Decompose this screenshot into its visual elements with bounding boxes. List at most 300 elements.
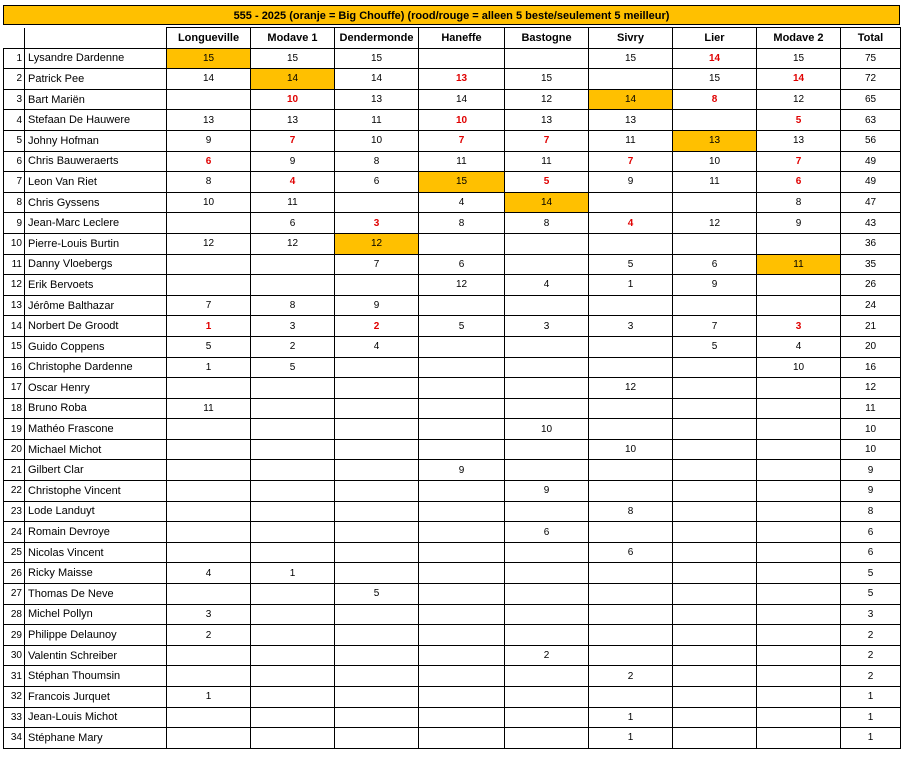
score-cell[interactable]: [335, 666, 419, 687]
score-cell[interactable]: 14: [505, 192, 589, 213]
score-cell[interactable]: [505, 295, 589, 316]
score-cell[interactable]: [589, 522, 673, 543]
score-cell[interactable]: [335, 625, 419, 646]
player-name-cell[interactable]: Leon Van Riet: [25, 172, 167, 193]
total-cell[interactable]: 21: [841, 316, 901, 337]
score-cell[interactable]: 7: [419, 130, 505, 151]
total-cell[interactable]: 11: [841, 398, 901, 419]
score-cell[interactable]: 2: [167, 625, 251, 646]
player-name-cell[interactable]: Michael Michot: [25, 439, 167, 460]
score-cell[interactable]: 13: [757, 130, 841, 151]
score-cell[interactable]: 1: [167, 316, 251, 337]
score-cell[interactable]: [419, 707, 505, 728]
total-cell[interactable]: 1: [841, 728, 901, 749]
score-cell[interactable]: [505, 460, 589, 481]
score-cell[interactable]: 4: [589, 213, 673, 234]
score-cell[interactable]: 3: [505, 316, 589, 337]
score-cell[interactable]: 7: [757, 151, 841, 172]
score-cell[interactable]: [419, 728, 505, 749]
rank-cell[interactable]: 13: [4, 295, 25, 316]
total-cell[interactable]: 2: [841, 645, 901, 666]
score-cell[interactable]: [673, 460, 757, 481]
score-cell[interactable]: [757, 666, 841, 687]
score-cell[interactable]: [673, 584, 757, 605]
rank-cell[interactable]: 32: [4, 687, 25, 708]
player-name-cell[interactable]: Christophe Dardenne: [25, 357, 167, 378]
score-cell[interactable]: [673, 295, 757, 316]
rank-cell[interactable]: 27: [4, 584, 25, 605]
score-cell[interactable]: [505, 687, 589, 708]
score-cell[interactable]: 12: [419, 275, 505, 296]
score-cell[interactable]: [335, 645, 419, 666]
score-cell[interactable]: [335, 378, 419, 399]
score-cell[interactable]: [589, 625, 673, 646]
column-header[interactable]: Sivry: [589, 28, 673, 49]
total-cell[interactable]: 20: [841, 336, 901, 357]
score-cell[interactable]: [251, 439, 335, 460]
score-cell[interactable]: 1: [589, 707, 673, 728]
player-name-cell[interactable]: Romain Devroye: [25, 522, 167, 543]
score-cell[interactable]: [673, 233, 757, 254]
score-cell[interactable]: [419, 48, 505, 69]
score-cell[interactable]: [673, 666, 757, 687]
score-cell[interactable]: 1: [251, 563, 335, 584]
column-header[interactable]: Bastogne: [505, 28, 589, 49]
score-cell[interactable]: [335, 192, 419, 213]
score-cell[interactable]: [505, 542, 589, 563]
score-cell[interactable]: [673, 419, 757, 440]
score-cell[interactable]: 8: [757, 192, 841, 213]
score-cell[interactable]: 13: [251, 110, 335, 131]
player-name-cell[interactable]: Francois Jurquet: [25, 687, 167, 708]
score-cell[interactable]: 12: [251, 233, 335, 254]
score-cell[interactable]: [335, 398, 419, 419]
score-cell[interactable]: 5: [673, 336, 757, 357]
score-cell[interactable]: 11: [505, 151, 589, 172]
score-cell[interactable]: [251, 378, 335, 399]
player-name-cell[interactable]: Jean-Marc Leclere: [25, 213, 167, 234]
score-cell[interactable]: 12: [757, 89, 841, 110]
player-name-cell[interactable]: Bruno Roba: [25, 398, 167, 419]
score-cell[interactable]: 12: [589, 378, 673, 399]
score-cell[interactable]: [757, 563, 841, 584]
score-cell[interactable]: [251, 419, 335, 440]
score-cell[interactable]: 5: [505, 172, 589, 193]
total-cell[interactable]: 49: [841, 151, 901, 172]
total-cell[interactable]: 8: [841, 501, 901, 522]
rank-cell[interactable]: 33: [4, 707, 25, 728]
score-cell[interactable]: [505, 584, 589, 605]
score-cell[interactable]: [673, 192, 757, 213]
score-cell[interactable]: [167, 378, 251, 399]
score-cell[interactable]: [757, 501, 841, 522]
score-cell[interactable]: [167, 584, 251, 605]
score-cell[interactable]: [335, 439, 419, 460]
total-cell[interactable]: 47: [841, 192, 901, 213]
score-cell[interactable]: [419, 584, 505, 605]
score-cell[interactable]: 9: [251, 151, 335, 172]
score-cell[interactable]: [757, 481, 841, 502]
player-name-cell[interactable]: Norbert De Groodt: [25, 316, 167, 337]
player-name-cell[interactable]: Jérôme Balthazar: [25, 295, 167, 316]
score-cell[interactable]: [757, 604, 841, 625]
score-cell[interactable]: [673, 481, 757, 502]
score-cell[interactable]: 2: [335, 316, 419, 337]
score-cell[interactable]: [589, 481, 673, 502]
score-cell[interactable]: [673, 501, 757, 522]
score-cell[interactable]: 9: [335, 295, 419, 316]
rank-cell[interactable]: 11: [4, 254, 25, 275]
score-cell[interactable]: [419, 336, 505, 357]
score-cell[interactable]: 10: [505, 419, 589, 440]
score-cell[interactable]: [167, 89, 251, 110]
total-cell[interactable]: 10: [841, 439, 901, 460]
column-header[interactable]: Lier: [673, 28, 757, 49]
player-name-cell[interactable]: Oscar Henry: [25, 378, 167, 399]
score-cell[interactable]: 6: [505, 522, 589, 543]
score-cell[interactable]: [167, 254, 251, 275]
total-cell[interactable]: 43: [841, 213, 901, 234]
score-cell[interactable]: 15: [505, 69, 589, 90]
rank-cell[interactable]: 8: [4, 192, 25, 213]
score-cell[interactable]: [335, 275, 419, 296]
score-cell[interactable]: [419, 522, 505, 543]
score-cell[interactable]: 4: [419, 192, 505, 213]
player-name-cell[interactable]: Thomas De Neve: [25, 584, 167, 605]
score-cell[interactable]: 10: [757, 357, 841, 378]
player-name-cell[interactable]: Jean-Louis Michot: [25, 707, 167, 728]
score-cell[interactable]: 6: [589, 542, 673, 563]
rank-cell[interactable]: 3: [4, 89, 25, 110]
player-name-cell[interactable]: Christophe Vincent: [25, 481, 167, 502]
score-cell[interactable]: [673, 522, 757, 543]
score-cell[interactable]: 8: [673, 89, 757, 110]
score-cell[interactable]: [251, 481, 335, 502]
score-cell[interactable]: [757, 707, 841, 728]
column-header[interactable]: Modave 2: [757, 28, 841, 49]
score-cell[interactable]: 13: [167, 110, 251, 131]
rank-cell[interactable]: 28: [4, 604, 25, 625]
score-cell[interactable]: [251, 254, 335, 275]
score-cell[interactable]: 5: [419, 316, 505, 337]
score-cell[interactable]: [757, 295, 841, 316]
score-cell[interactable]: 7: [167, 295, 251, 316]
player-name-cell[interactable]: Lode Landuyt: [25, 501, 167, 522]
rank-cell[interactable]: 1: [4, 48, 25, 69]
score-cell[interactable]: [757, 419, 841, 440]
score-cell[interactable]: [335, 460, 419, 481]
score-cell[interactable]: 15: [419, 172, 505, 193]
score-cell[interactable]: 11: [251, 192, 335, 213]
total-cell[interactable]: 6: [841, 522, 901, 543]
score-cell[interactable]: [673, 625, 757, 646]
rank-cell[interactable]: 25: [4, 542, 25, 563]
score-cell[interactable]: 4: [505, 275, 589, 296]
score-cell[interactable]: [673, 439, 757, 460]
score-cell[interactable]: [505, 666, 589, 687]
score-cell[interactable]: [167, 501, 251, 522]
score-cell[interactable]: [419, 604, 505, 625]
player-name-cell[interactable]: Pierre-Louis Burtin: [25, 233, 167, 254]
score-cell[interactable]: [251, 645, 335, 666]
score-cell[interactable]: 6: [673, 254, 757, 275]
total-cell[interactable]: 35: [841, 254, 901, 275]
score-cell[interactable]: [589, 645, 673, 666]
total-cell[interactable]: 3: [841, 604, 901, 625]
score-cell[interactable]: [673, 728, 757, 749]
total-cell[interactable]: 26: [841, 275, 901, 296]
score-cell[interactable]: [673, 707, 757, 728]
score-cell[interactable]: 7: [505, 130, 589, 151]
score-cell[interactable]: [589, 295, 673, 316]
total-cell[interactable]: 12: [841, 378, 901, 399]
column-header[interactable]: Haneffe: [419, 28, 505, 49]
sheet-title[interactable]: 555 - 2025 (oranje = Big Chouffe) (rood/rouge = alleen 5 beste/seulement 5 meilleur): [3, 5, 900, 25]
rank-cell[interactable]: 20: [4, 439, 25, 460]
rank-cell[interactable]: 30: [4, 645, 25, 666]
score-cell[interactable]: [167, 439, 251, 460]
score-cell[interactable]: [251, 460, 335, 481]
score-cell[interactable]: 4: [757, 336, 841, 357]
player-name-cell[interactable]: Philippe Delaunoy: [25, 625, 167, 646]
score-cell[interactable]: [589, 419, 673, 440]
total-cell[interactable]: 16: [841, 357, 901, 378]
player-name-cell[interactable]: Chris Gyssens: [25, 192, 167, 213]
score-cell[interactable]: 6: [251, 213, 335, 234]
rank-cell[interactable]: 16: [4, 357, 25, 378]
rank-cell[interactable]: 21: [4, 460, 25, 481]
total-cell[interactable]: 5: [841, 563, 901, 584]
score-cell[interactable]: 14: [589, 89, 673, 110]
rank-cell[interactable]: 6: [4, 151, 25, 172]
score-cell[interactable]: [505, 254, 589, 275]
rank-cell[interactable]: 29: [4, 625, 25, 646]
score-cell[interactable]: [757, 233, 841, 254]
score-cell[interactable]: 2: [589, 666, 673, 687]
score-cell[interactable]: [673, 542, 757, 563]
score-cell[interactable]: 11: [167, 398, 251, 419]
score-cell[interactable]: 9: [757, 213, 841, 234]
score-cell[interactable]: [673, 398, 757, 419]
score-cell[interactable]: [167, 522, 251, 543]
player-name-cell[interactable]: Valentin Schreiber: [25, 645, 167, 666]
score-cell[interactable]: [757, 625, 841, 646]
score-cell[interactable]: [167, 728, 251, 749]
score-cell[interactable]: [167, 275, 251, 296]
score-cell[interactable]: [251, 687, 335, 708]
player-name-cell[interactable]: Michel Pollyn: [25, 604, 167, 625]
score-cell[interactable]: 13: [673, 130, 757, 151]
player-name-cell[interactable]: Chris Bauweraerts: [25, 151, 167, 172]
score-cell[interactable]: 2: [505, 645, 589, 666]
score-cell[interactable]: [589, 584, 673, 605]
total-cell[interactable]: 6: [841, 542, 901, 563]
score-cell[interactable]: [505, 707, 589, 728]
score-cell[interactable]: [419, 563, 505, 584]
score-cell[interactable]: [419, 501, 505, 522]
score-cell[interactable]: 10: [673, 151, 757, 172]
score-cell[interactable]: [589, 563, 673, 584]
score-cell[interactable]: 5: [335, 584, 419, 605]
score-cell[interactable]: [673, 378, 757, 399]
score-cell[interactable]: [335, 728, 419, 749]
score-cell[interactable]: 7: [251, 130, 335, 151]
score-cell[interactable]: [505, 357, 589, 378]
total-cell[interactable]: 65: [841, 89, 901, 110]
score-cell[interactable]: [167, 419, 251, 440]
total-cell[interactable]: 75: [841, 48, 901, 69]
score-cell[interactable]: 1: [589, 275, 673, 296]
rank-cell[interactable]: 2: [4, 69, 25, 90]
rank-cell[interactable]: 24: [4, 522, 25, 543]
total-cell[interactable]: 9: [841, 460, 901, 481]
score-cell[interactable]: 1: [167, 357, 251, 378]
score-cell[interactable]: 7: [673, 316, 757, 337]
total-cell[interactable]: 1: [841, 687, 901, 708]
score-cell[interactable]: 3: [335, 213, 419, 234]
score-cell[interactable]: 7: [589, 151, 673, 172]
total-cell[interactable]: 10: [841, 419, 901, 440]
score-cell[interactable]: 1: [167, 687, 251, 708]
score-cell[interactable]: [673, 604, 757, 625]
score-cell[interactable]: [505, 501, 589, 522]
score-cell[interactable]: 15: [589, 48, 673, 69]
player-name-cell[interactable]: Nicolas Vincent: [25, 542, 167, 563]
score-cell[interactable]: 4: [251, 172, 335, 193]
total-cell[interactable]: 5: [841, 584, 901, 605]
score-cell[interactable]: [251, 707, 335, 728]
score-cell[interactable]: 7: [335, 254, 419, 275]
score-cell[interactable]: 6: [335, 172, 419, 193]
score-cell[interactable]: [757, 275, 841, 296]
score-cell[interactable]: 10: [419, 110, 505, 131]
score-cell[interactable]: 4: [167, 563, 251, 584]
score-cell[interactable]: [335, 707, 419, 728]
score-cell[interactable]: 14: [251, 69, 335, 90]
rank-cell[interactable]: 15: [4, 336, 25, 357]
score-cell[interactable]: 15: [335, 48, 419, 69]
score-cell[interactable]: 9: [589, 172, 673, 193]
score-cell[interactable]: 13: [335, 89, 419, 110]
score-cell[interactable]: 9: [419, 460, 505, 481]
score-cell[interactable]: 12: [673, 213, 757, 234]
score-cell[interactable]: [419, 233, 505, 254]
score-cell[interactable]: [757, 728, 841, 749]
player-name-cell[interactable]: Lysandre Dardenne: [25, 48, 167, 69]
total-cell[interactable]: 63: [841, 110, 901, 131]
score-cell[interactable]: [251, 604, 335, 625]
score-cell[interactable]: 5: [589, 254, 673, 275]
score-cell[interactable]: [335, 501, 419, 522]
rank-cell[interactable]: 5: [4, 130, 25, 151]
score-cell[interactable]: 5: [757, 110, 841, 131]
score-cell[interactable]: [335, 419, 419, 440]
score-cell[interactable]: [419, 481, 505, 502]
rank-cell[interactable]: 23: [4, 501, 25, 522]
score-cell[interactable]: [251, 728, 335, 749]
player-name-cell[interactable]: Patrick Pee: [25, 69, 167, 90]
score-cell[interactable]: [419, 625, 505, 646]
score-cell[interactable]: [335, 563, 419, 584]
score-cell[interactable]: [673, 110, 757, 131]
score-cell[interactable]: [589, 460, 673, 481]
score-cell[interactable]: 9: [167, 130, 251, 151]
score-cell[interactable]: 5: [167, 336, 251, 357]
score-cell[interactable]: [505, 604, 589, 625]
score-cell[interactable]: 14: [167, 69, 251, 90]
score-cell[interactable]: [167, 481, 251, 502]
score-cell[interactable]: [251, 666, 335, 687]
total-cell[interactable]: 36: [841, 233, 901, 254]
score-cell[interactable]: [505, 378, 589, 399]
score-cell[interactable]: [251, 625, 335, 646]
score-cell[interactable]: [335, 687, 419, 708]
total-cell[interactable]: 2: [841, 666, 901, 687]
rank-cell[interactable]: 19: [4, 419, 25, 440]
total-cell[interactable]: 1: [841, 707, 901, 728]
score-cell[interactable]: 14: [419, 89, 505, 110]
score-cell[interactable]: [589, 398, 673, 419]
score-cell[interactable]: [673, 645, 757, 666]
score-cell[interactable]: [589, 69, 673, 90]
rank-cell[interactable]: 9: [4, 213, 25, 234]
score-cell[interactable]: 13: [419, 69, 505, 90]
score-cell[interactable]: [757, 439, 841, 460]
score-cell[interactable]: [589, 357, 673, 378]
player-name-cell[interactable]: Stefaan De Hauwere: [25, 110, 167, 131]
column-header[interactable]: Longueville: [167, 28, 251, 49]
score-cell[interactable]: [419, 419, 505, 440]
score-cell[interactable]: 6: [419, 254, 505, 275]
score-cell[interactable]: [505, 625, 589, 646]
score-cell[interactable]: [167, 460, 251, 481]
column-header[interactable]: Dendermonde: [335, 28, 419, 49]
score-cell[interactable]: [335, 604, 419, 625]
score-cell[interactable]: [589, 604, 673, 625]
score-cell[interactable]: [589, 336, 673, 357]
score-cell[interactable]: [419, 439, 505, 460]
rank-cell[interactable]: 4: [4, 110, 25, 131]
total-cell[interactable]: 24: [841, 295, 901, 316]
score-cell[interactable]: 6: [167, 151, 251, 172]
score-cell[interactable]: 11: [757, 254, 841, 275]
score-cell[interactable]: [419, 295, 505, 316]
score-cell[interactable]: 12: [505, 89, 589, 110]
score-cell[interactable]: [757, 645, 841, 666]
player-name-cell[interactable]: Ricky Maisse: [25, 563, 167, 584]
score-cell[interactable]: [505, 439, 589, 460]
score-cell[interactable]: 10: [251, 89, 335, 110]
score-cell[interactable]: [167, 542, 251, 563]
score-cell[interactable]: 9: [505, 481, 589, 502]
score-cell[interactable]: 8: [505, 213, 589, 234]
player-name-cell[interactable]: Bart Mariën: [25, 89, 167, 110]
score-cell[interactable]: 3: [757, 316, 841, 337]
score-cell[interactable]: 11: [419, 151, 505, 172]
score-cell[interactable]: [335, 357, 419, 378]
score-cell[interactable]: [757, 687, 841, 708]
score-cell[interactable]: [167, 666, 251, 687]
total-cell[interactable]: 72: [841, 69, 901, 90]
score-cell[interactable]: [757, 542, 841, 563]
score-cell[interactable]: 4: [335, 336, 419, 357]
score-cell[interactable]: [335, 481, 419, 502]
score-cell[interactable]: [505, 563, 589, 584]
score-cell[interactable]: 13: [589, 110, 673, 131]
score-cell[interactable]: [505, 48, 589, 69]
total-cell[interactable]: 9: [841, 481, 901, 502]
score-cell[interactable]: [673, 357, 757, 378]
